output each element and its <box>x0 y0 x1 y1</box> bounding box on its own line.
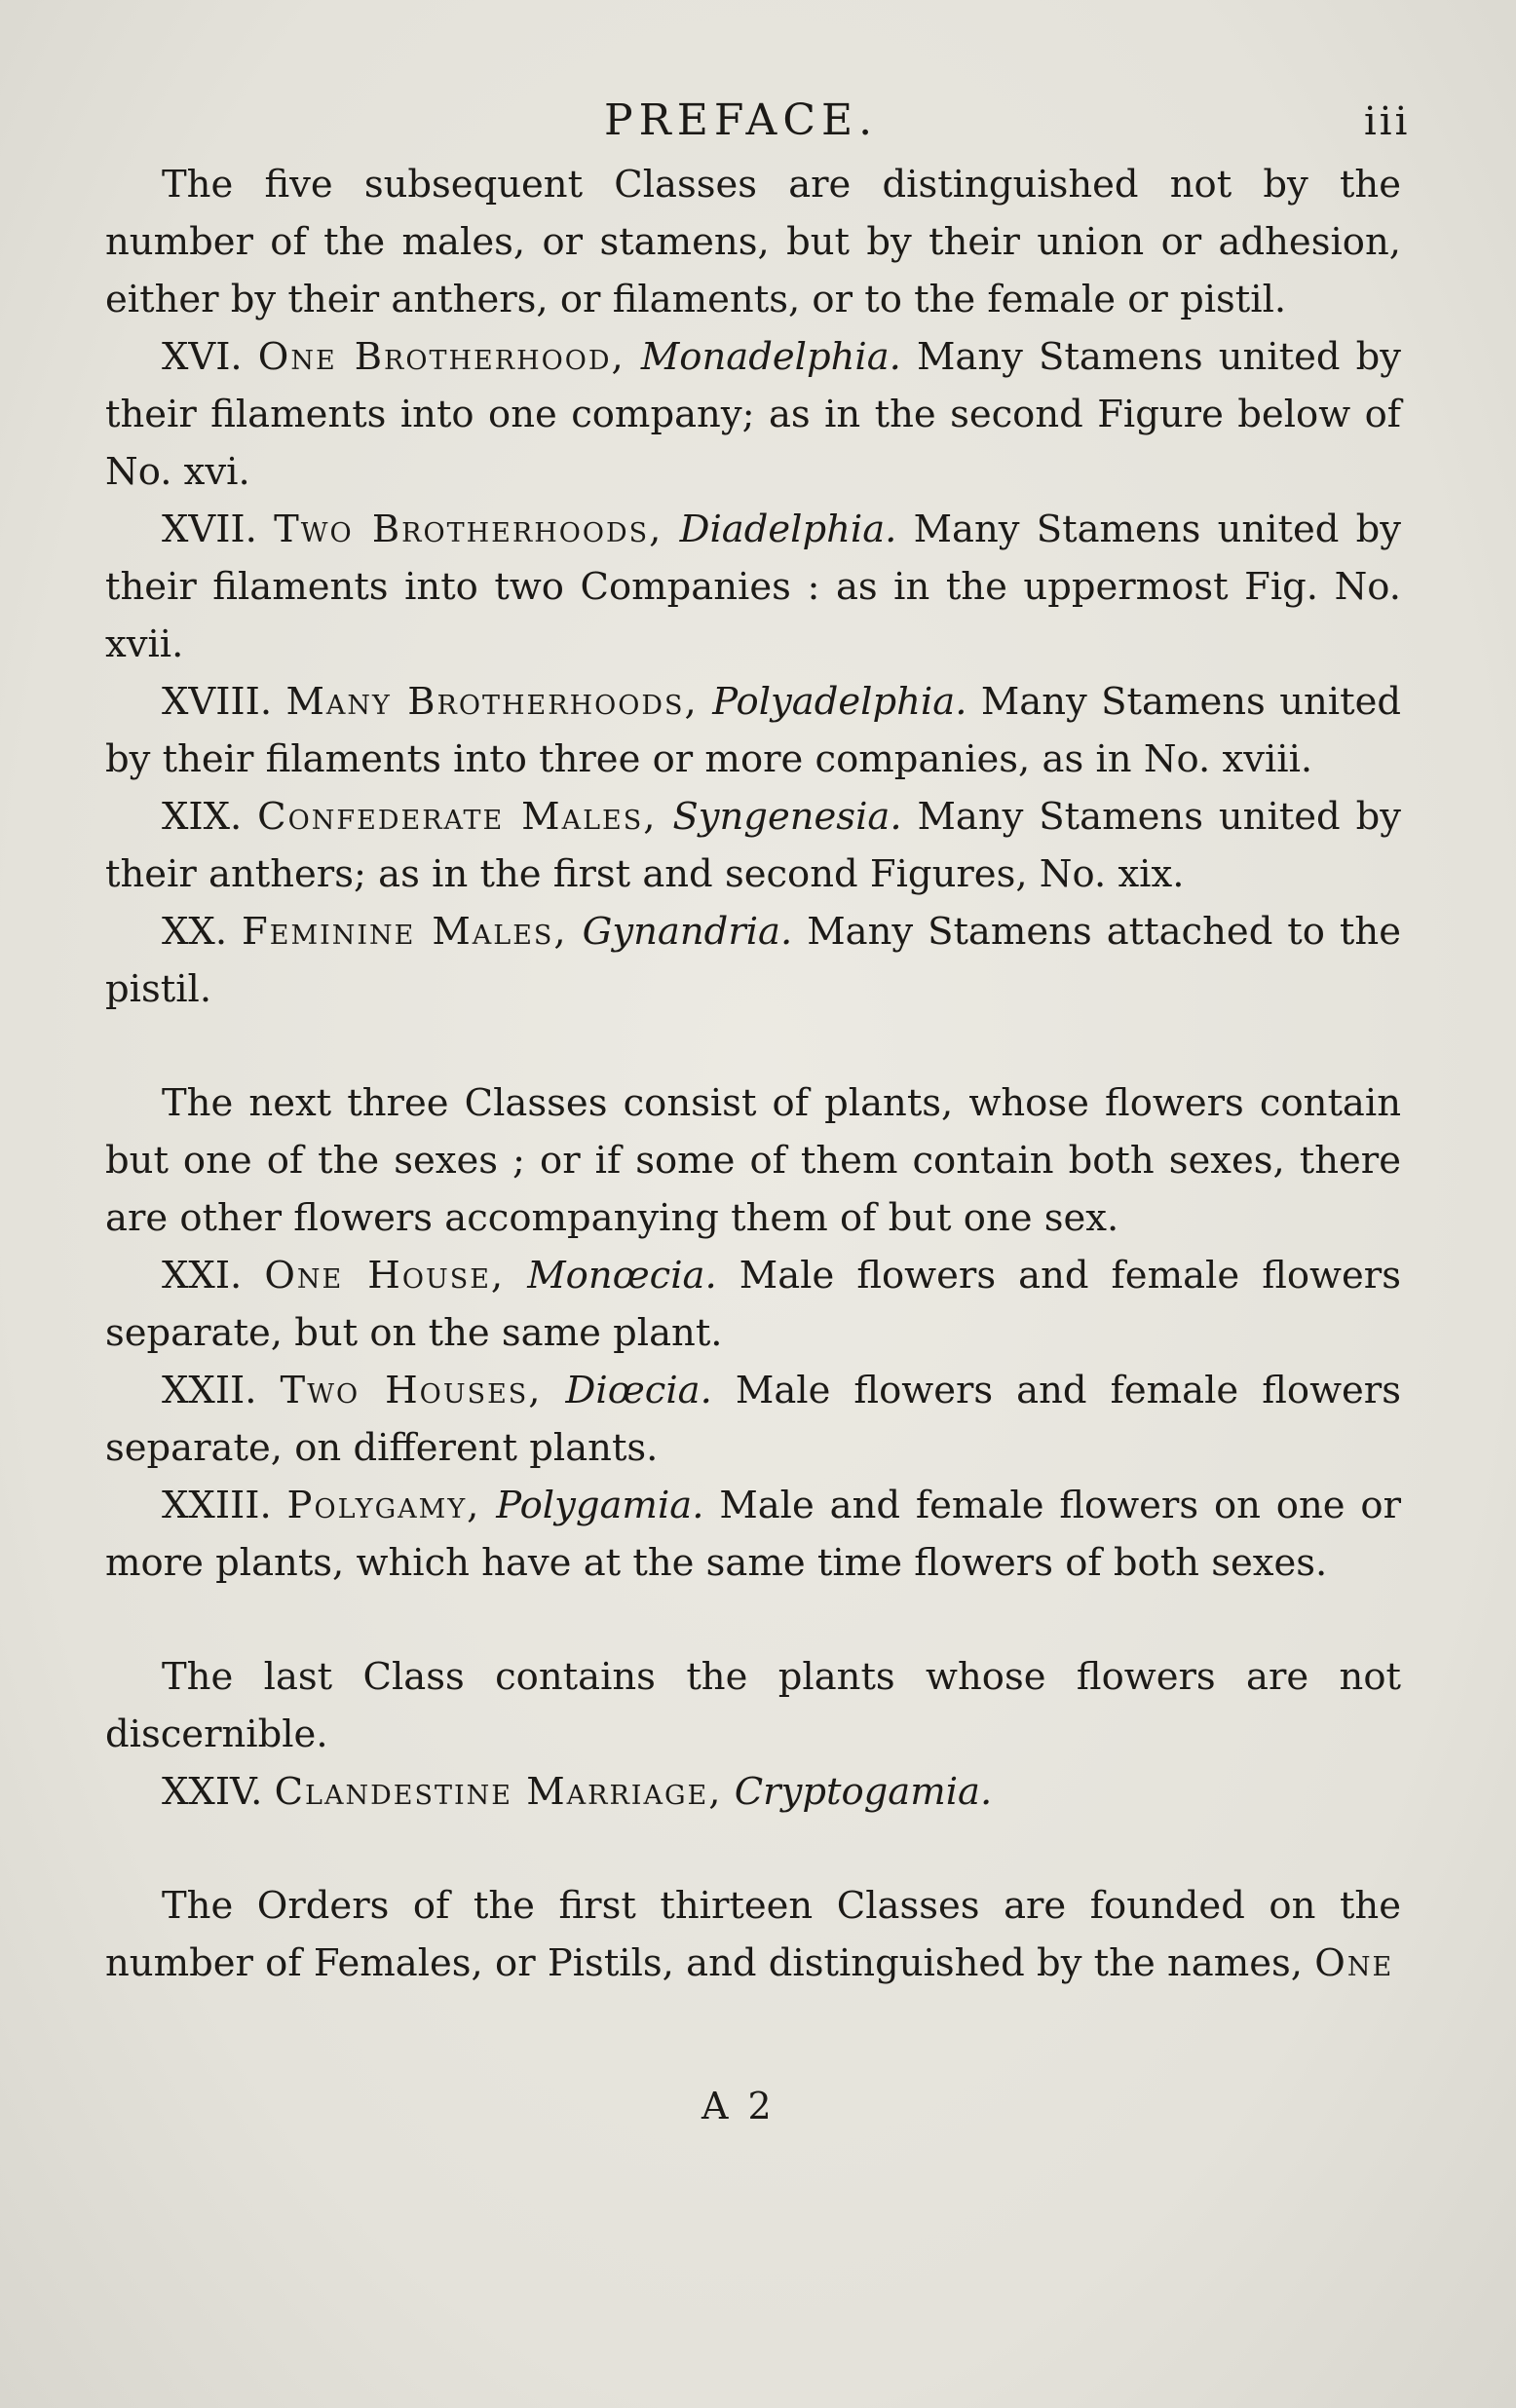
class-description: Many Stamens united by their filaments into three or more companies, as in No. xviii. <box>105 680 1401 781</box>
class-number: XVI. <box>162 335 243 379</box>
class-number: XIX. <box>162 795 243 839</box>
class-number: XVIII. <box>162 680 273 724</box>
class-name: Clandestine Marriage, <box>274 1770 723 1814</box>
class-description: Many Stamens united by their filaments into one company; as in the second Figure below of No. xvi. <box>105 335 1401 494</box>
class-entry-xix <box>105 788 1401 903</box>
class-number: XXI. <box>162 1254 243 1298</box>
orders-continuation: One <box>1314 1941 1394 1985</box>
class-name: Polygamy, <box>286 1484 481 1527</box>
class-description: Male and female flowers on one or more plants, which have at the same time flowers of both sexes. <box>105 1484 1401 1585</box>
class-entry-xxiii <box>105 1477 1401 1592</box>
class-entry-xvii <box>105 501 1401 673</box>
class-latin: Cryptogamia. <box>734 1770 993 1814</box>
class-latin: Diœcia. <box>565 1369 712 1412</box>
class-entry-xxii <box>105 1362 1401 1477</box>
page-header <box>0 95 1516 154</box>
class-name: One House, <box>264 1254 506 1298</box>
running-head: PREFACE. <box>604 95 879 145</box>
orders-text: The Orders of the first thirteen Classes are founded on the number of Females, or Pistils, and distinguished by the names, <box>105 1884 1401 1985</box>
class-latin: Polyadelphia. <box>712 680 967 724</box>
class-name: Two Houses, <box>280 1369 543 1412</box>
class-description: Many Stamens united by their anthers; as in the first and second Figures, No. xix. <box>105 795 1401 896</box>
class-entry-xxi <box>105 1247 1401 1362</box>
next-classes-paragraph: The next three Classes consist of plants, whose flowers contain but one of the sexes ; or if some of them contain both sexes, there are other flowers accompanying them of but one sex. <box>105 1081 1401 1240</box>
class-number: XX. <box>162 910 228 954</box>
class-description: Many Stamens attached to the pistil. <box>105 910 1401 1011</box>
class-name: Two Brotherhoods, <box>274 508 663 551</box>
class-description: Male flowers and female flowers separate, on different plants. <box>105 1369 1401 1470</box>
class-latin: Diadelphia. <box>679 508 897 551</box>
page-number: iii <box>1364 99 1411 144</box>
class-name: Confederate Males, <box>257 795 658 839</box>
class-description: Male flowers and female flowers separate, but on the same plant. <box>105 1254 1401 1355</box>
class-number: XXIV. <box>162 1770 263 1814</box>
class-name: Many Brotherhoods, <box>285 680 699 724</box>
class-number: XVII. <box>162 508 257 551</box>
intro-paragraph: The five subsequent Classes are distinguished not by the number of the males, or stamens, but by their union or adhesion, either by their anthers, or filaments, or to the female or pistil. <box>105 163 1401 321</box>
body-text <box>105 156 1401 1992</box>
class-name: Feminine Males, <box>242 910 568 954</box>
class-entry-xvi <box>105 328 1401 501</box>
class-latin: Monadelphia. <box>640 335 901 379</box>
class-latin: Polygamia. <box>496 1484 704 1527</box>
class-name: One Brotherhood, <box>257 335 625 379</box>
class-number: XXII. <box>162 1369 257 1412</box>
class-latin: Monœcia. <box>527 1254 717 1298</box>
class-entry-xx <box>105 903 1401 1018</box>
class-description: Many Stamens united by their filaments into two Companies : as in the uppermost Fig. No. xvii. <box>105 508 1401 666</box>
class-entry-xxiv <box>105 1763 1401 1821</box>
class-entry-xviii <box>105 673 1401 788</box>
class-number: XXIII. <box>162 1484 272 1527</box>
class-latin: Gynandria. <box>582 910 793 954</box>
orders-paragraph <box>105 1877 1401 1992</box>
class-latin: Syngenesia. <box>672 795 902 839</box>
signature-mark: A 2 <box>701 2085 776 2127</box>
last-class-paragraph: The last Class contains the plants whose flowers are not discernible. <box>105 1655 1401 1756</box>
